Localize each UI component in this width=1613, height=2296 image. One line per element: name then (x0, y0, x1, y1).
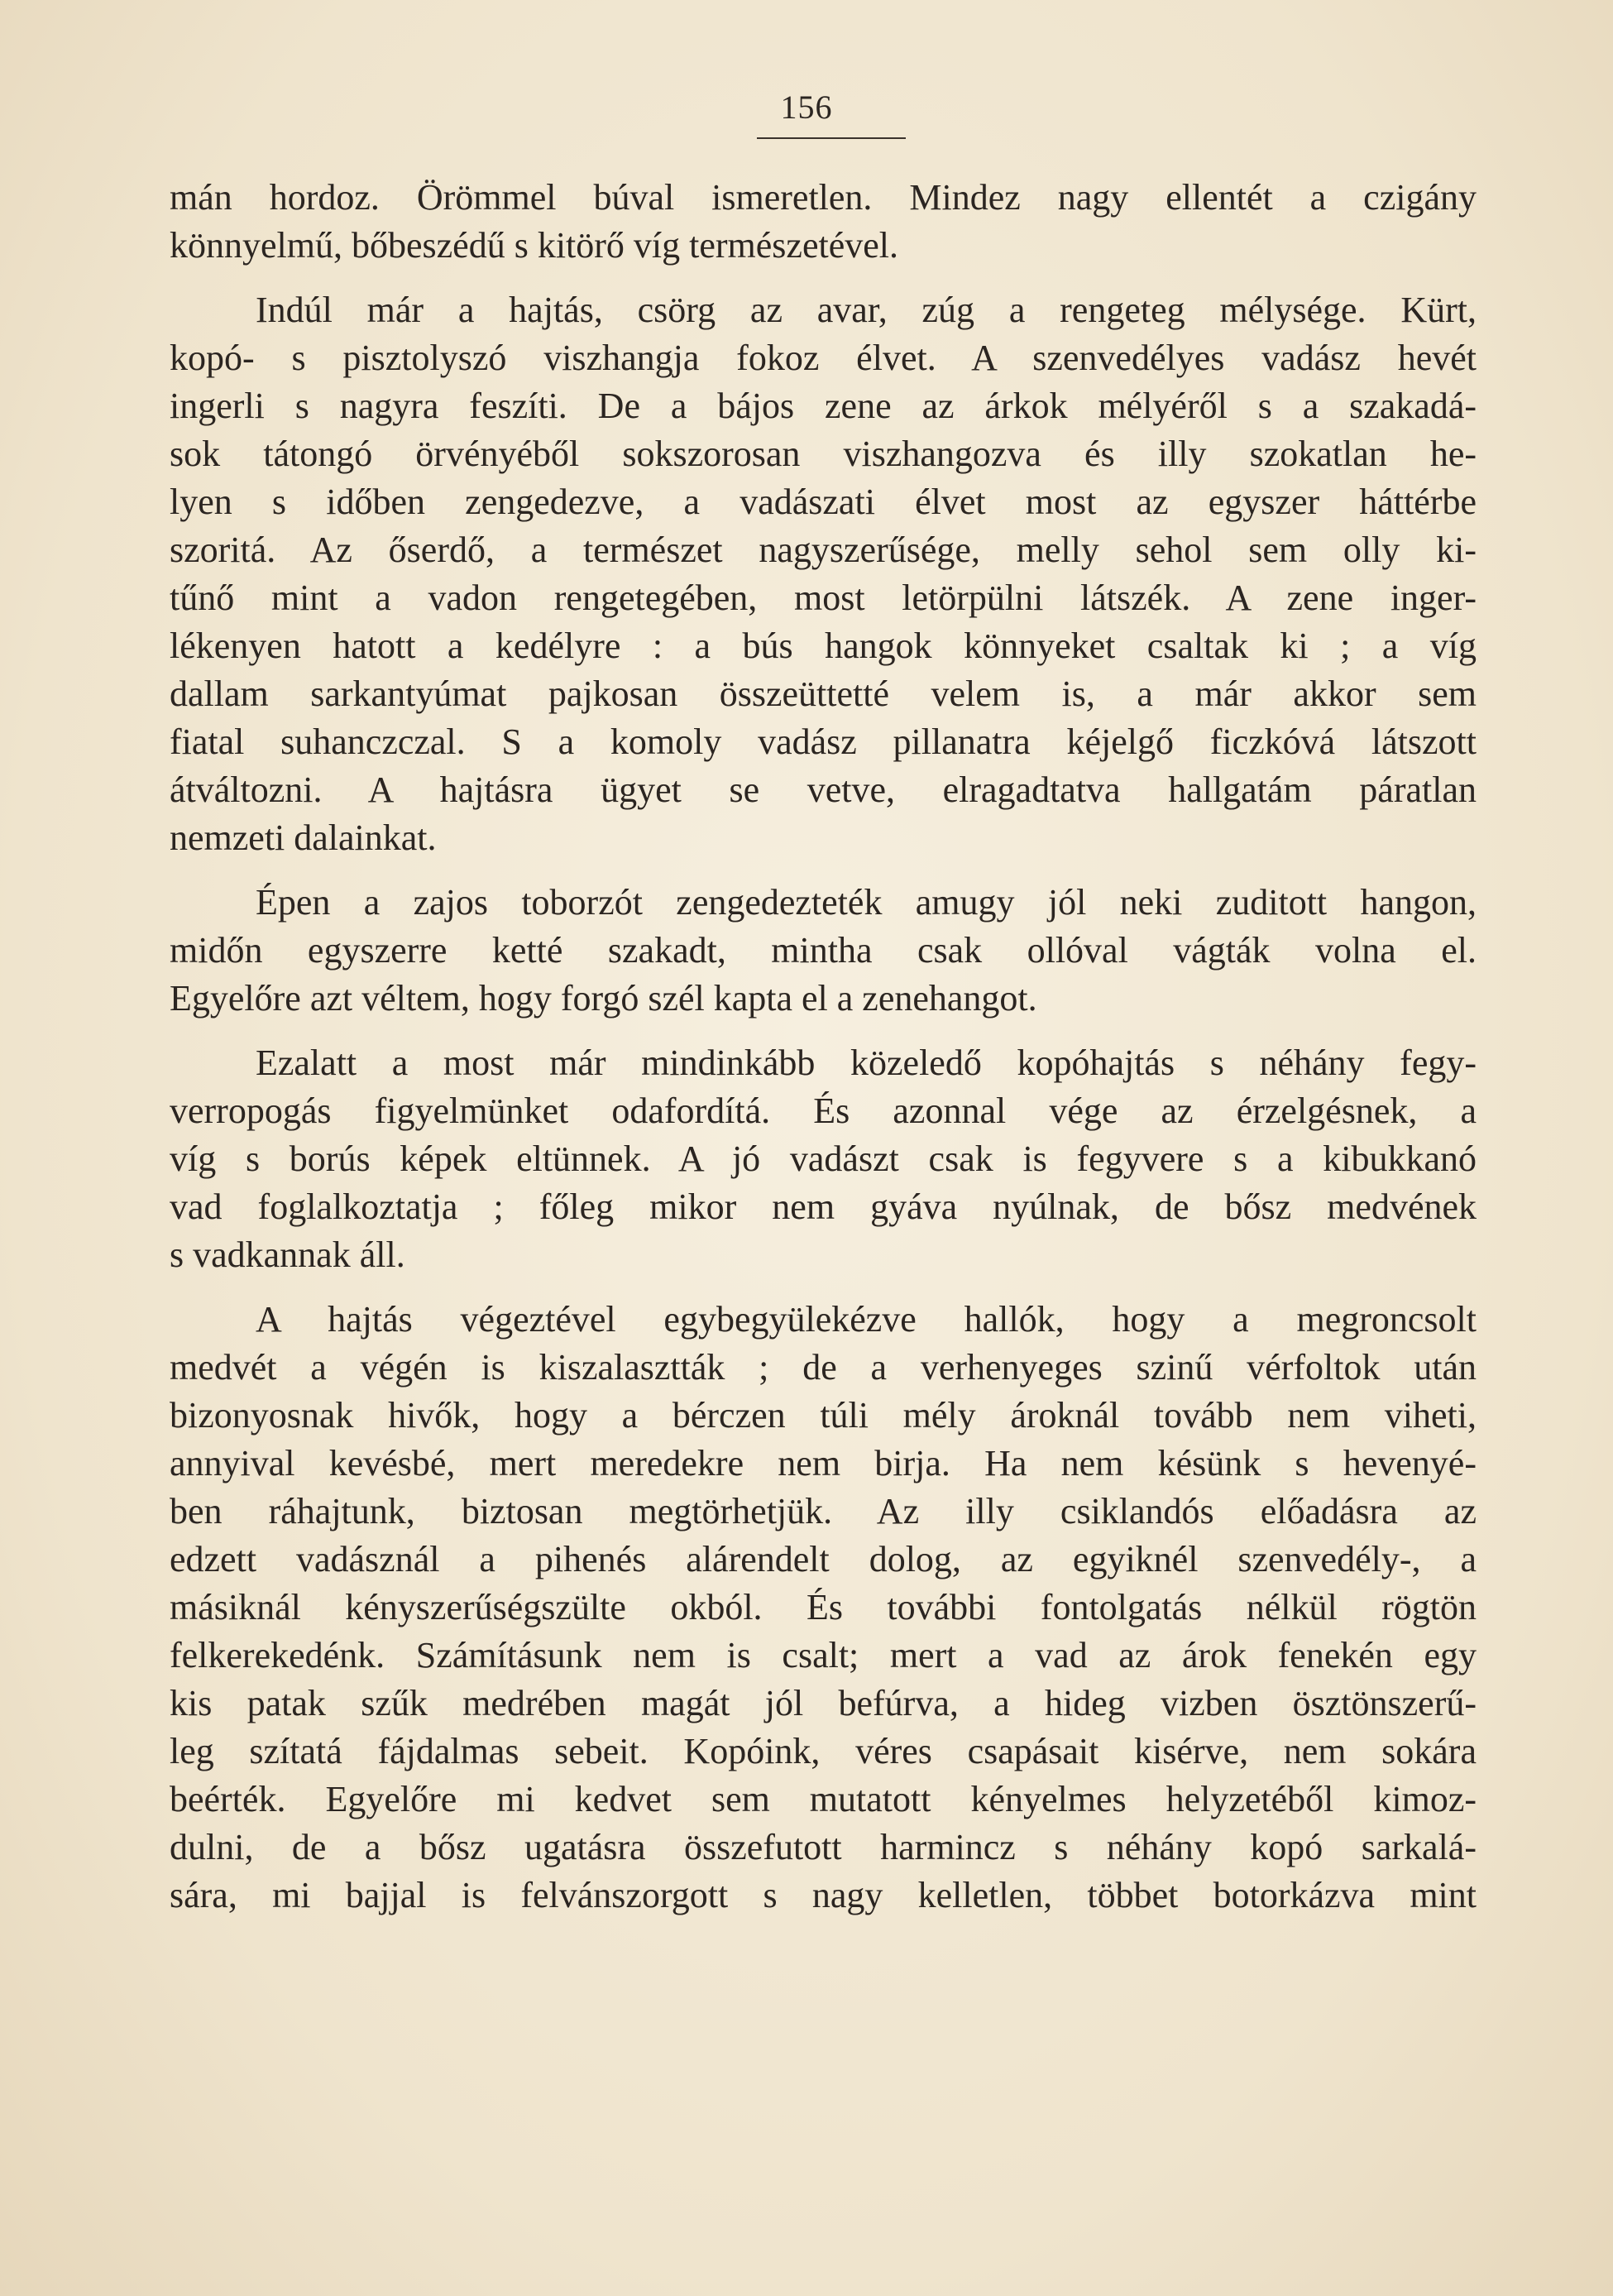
text-line: víg s borús képek eltünnek. A jó vadászt csak is fegyvere s a kibukkanó (170, 1138, 1477, 1179)
text-line: Egyelőre azt véltem, hogy forgó szél kapta el a zenehangot. (170, 978, 1037, 1019)
text-line: Indúl már a hajtás, csörg az avar, zúg a rengeteg mélysége. Kürt, (256, 290, 1477, 330)
paragraph-5 (170, 1296, 1477, 1920)
text-line: mán hordoz. Örömmel búval ismeretlen. Mindez nagy ellentét a czigány (170, 177, 1477, 218)
text-line: vad foglalkoztatja ; főleg mikor nem gyáva nyúlnak, de bősz medvének (170, 1186, 1477, 1227)
text-line: midőn egyszerre ketté szakadt, mintha csak ollóval vágták volna el. (170, 930, 1477, 971)
text-line: annyival kevésbé, mert meredekre nem birja. Ha nem késünk s hevenyé- (170, 1443, 1477, 1484)
page-number: 156 (780, 89, 833, 126)
text-line: sára, mi bajjal is felvánszorgott s nagy kelletlen, többet botorkázva mint (170, 1875, 1477, 1915)
body-text (170, 174, 1477, 1920)
text-line: könnyelmű, bőbeszédű s kitörő víg természetével. (170, 225, 898, 266)
page-number-rule (757, 137, 906, 139)
text-line: edzett vadásznál a pihenés alárendelt dolog, az egyiknél szenvedély-, a (170, 1539, 1477, 1579)
text-line: leg szítatá fájdalmas sebeit. Kopóink, véres csapásait kisérve, nem sokára (170, 1731, 1477, 1771)
text-line: medvét a végén is kiszalasztták ; de a verhenyeges szinű vérfoltok után (170, 1347, 1477, 1388)
text-line: sok tátongó örvényéből sokszorosan viszhangozva és illy szokatlan he- (170, 434, 1477, 474)
text-line: lékenyen hatott a kedélyre : a bús hangok könnyeket csaltak ki ; a víg (170, 626, 1477, 666)
text-line: szoritá. Az őserdő, a természet nagyszerűsége, melly sehol sem olly ki- (170, 530, 1477, 570)
text-line: átváltozni. A hajtásra ügyet se vetve, elragadtatva hallgatám páratlan (170, 769, 1477, 810)
text-line: kopó- s pisztolyszó viszhangja fokoz élvet. A szenvedélyes vadász hevét (170, 338, 1477, 378)
text-line: tűnő mint a vadon rengetegében, most letörpülni látszék. A zene inger- (170, 578, 1477, 618)
text-line: dallam sarkantyúmat pajkosan összeüttetté velem is, a már akkor sem (170, 673, 1477, 714)
text-line: másiknál kényszerűségszülte okból. És további fontolgatás nélkül rögtön (170, 1587, 1477, 1627)
text-line: dulni, de a bősz ugatásra összefutott harmincz s néhány kopó sarkalá- (170, 1827, 1477, 1867)
paragraph-1 (170, 174, 1477, 270)
text-line: Ezalatt a most már mindinkább közeledő kopóhajtás s néhány fegy- (256, 1043, 1477, 1083)
paragraph-3 (170, 879, 1477, 1023)
text-line: nemzeti dalainkat. (170, 817, 437, 858)
text-line: beérték. Egyelőre mi kedvet sem mutatott kényelmes helyzetéből kimoz- (170, 1779, 1477, 1819)
text-line: A hajtás végeztével egybegyülekézve hallók, hogy a megroncsolt (256, 1299, 1477, 1340)
paragraph-4 (170, 1039, 1477, 1279)
text-line: verropogás figyelmünket odafordítá. És azonnal vége az érzelgésnek, a (170, 1090, 1477, 1131)
paragraph-2 (170, 286, 1477, 862)
text-line: fiatal suhanczczal. S a komoly vadász pillanatra kéjelgő ficzkóvá látszott (170, 721, 1477, 762)
text-line: kis patak szűk medrében magát jól befúrva, a hideg vizben ösztönszerű- (170, 1683, 1477, 1723)
text-line: ben ráhajtunk, biztosan megtörhetjük. Az illy csiklandós előadásra az (170, 1491, 1477, 1531)
text-line: bizonyosnak hivők, hogy a bérczen túli mély ároknál tovább nem viheti, (170, 1395, 1477, 1436)
text-line: Épen a zajos toborzót zengedezteték amugy jól neki zuditott hangon, (256, 882, 1477, 923)
text-line: lyen s időben zengedezve, a vadászati élvet most az egyszer háttérbe (170, 482, 1477, 522)
text-line: s vadkannak áll. (170, 1234, 405, 1275)
text-line: ingerli s nagyra feszíti. De a bájos zene az árkok mélyéről s a szakadá- (170, 386, 1477, 426)
text-line: felkerekedénk. Számításunk nem is csalt; mert a vad az árok fenekén egy (170, 1635, 1477, 1675)
